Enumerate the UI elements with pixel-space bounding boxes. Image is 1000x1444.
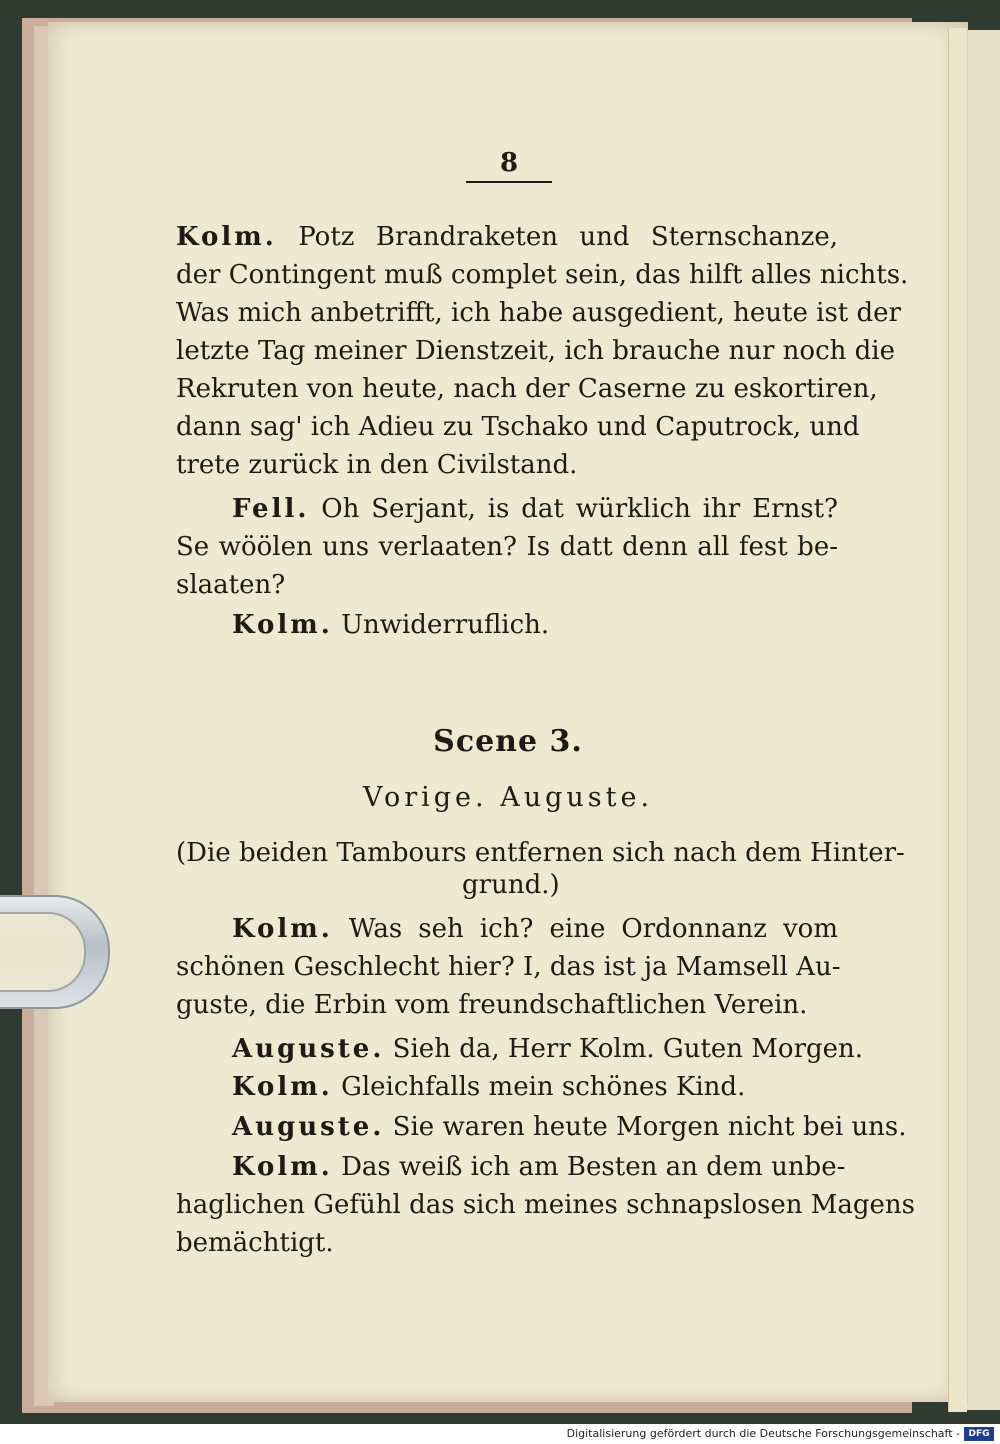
line-text: Gleichfalls mein schönes Kind. xyxy=(332,1072,746,1102)
speaker-name: Kolm. xyxy=(176,222,277,252)
speaker-name: Kolm. xyxy=(232,914,333,944)
text-line xyxy=(232,494,838,532)
stage-direction-line: grund.) xyxy=(462,870,560,900)
text-line xyxy=(232,1112,907,1150)
page-fold xyxy=(948,28,967,1412)
text-line xyxy=(232,1034,864,1072)
text-line xyxy=(232,610,838,648)
text-line: der Contingent muß complet sein, das hilft alles nichts. xyxy=(176,260,909,290)
scene-persons: Vorige. Auguste. xyxy=(362,782,654,813)
speaker-name: Auguste. xyxy=(232,1034,385,1064)
text-line: Se wöölen uns verlaaten? Is datt denn all fest be- xyxy=(176,532,838,562)
line-text: Unwiderruflich. xyxy=(332,610,550,640)
funding-notice: Digitalisierung gefördert durch die Deutsche Forschungsgemeinschaft - xyxy=(566,1427,960,1440)
line-text: Oh Serjant, is dat würklich ihr Ernst? xyxy=(309,494,838,524)
speaker-name: Kolm. xyxy=(232,1072,333,1102)
scene-heading: Scene 3. xyxy=(433,724,583,759)
speaker-name: Kolm. xyxy=(232,610,333,640)
page-number: 8 xyxy=(499,148,519,178)
paper-clip-inner xyxy=(0,912,86,992)
page-stack-right xyxy=(966,30,1000,1410)
text-line: schönen Geschlecht hier? I, das ist ja Mamsell Au- xyxy=(176,952,841,982)
speaker-name: Fell. xyxy=(232,494,310,524)
page-number-rule xyxy=(466,181,552,183)
stage-direction-line: (Die beiden Tambours entfernen sich nach dem Hinter- xyxy=(176,838,905,868)
line-text: Was seh ich? eine Ordonnanz vom xyxy=(332,914,838,944)
text-line: slaaten? xyxy=(176,570,286,600)
footer-bar xyxy=(0,1424,1000,1444)
text-line xyxy=(176,222,838,260)
text-line: Was mich anbetrifft, ich habe ausgedient, heute ist der xyxy=(176,298,901,328)
text-line xyxy=(232,1072,838,1110)
text-line xyxy=(232,1152,846,1190)
line-text: Das weiß ich am Besten an dem unbe- xyxy=(332,1152,846,1182)
text-line: dann sag' ich Adieu zu Tschako und Caputrock, und xyxy=(176,412,860,442)
text-line: bemächtigt. xyxy=(176,1228,334,1258)
speaker-name: Auguste. xyxy=(232,1112,385,1142)
line-text: Sie waren heute Morgen nicht bei uns. xyxy=(384,1112,907,1142)
text-line: trete zurück in den Civilstand. xyxy=(176,450,578,480)
dfg-logo: DFG xyxy=(964,1427,994,1441)
line-text: Sieh da, Herr Kolm. Guten Morgen. xyxy=(384,1034,864,1064)
line-text: Potz Brandraketen und Sternschanze, xyxy=(276,222,838,252)
text-line: guste, die Erbin vom freundschaftlichen Verein. xyxy=(176,990,808,1020)
speaker-name: Kolm. xyxy=(232,1152,333,1182)
text-line: haglichen Gefühl das sich meines schnapslosen Magens xyxy=(176,1190,915,1220)
text-line: Rekruten von heute, nach der Caserne zu eskortiren, xyxy=(176,374,878,404)
text-line: letzte Tag meiner Dienstzeit, ich brauche nur noch die xyxy=(176,336,895,366)
text-line xyxy=(232,914,838,952)
